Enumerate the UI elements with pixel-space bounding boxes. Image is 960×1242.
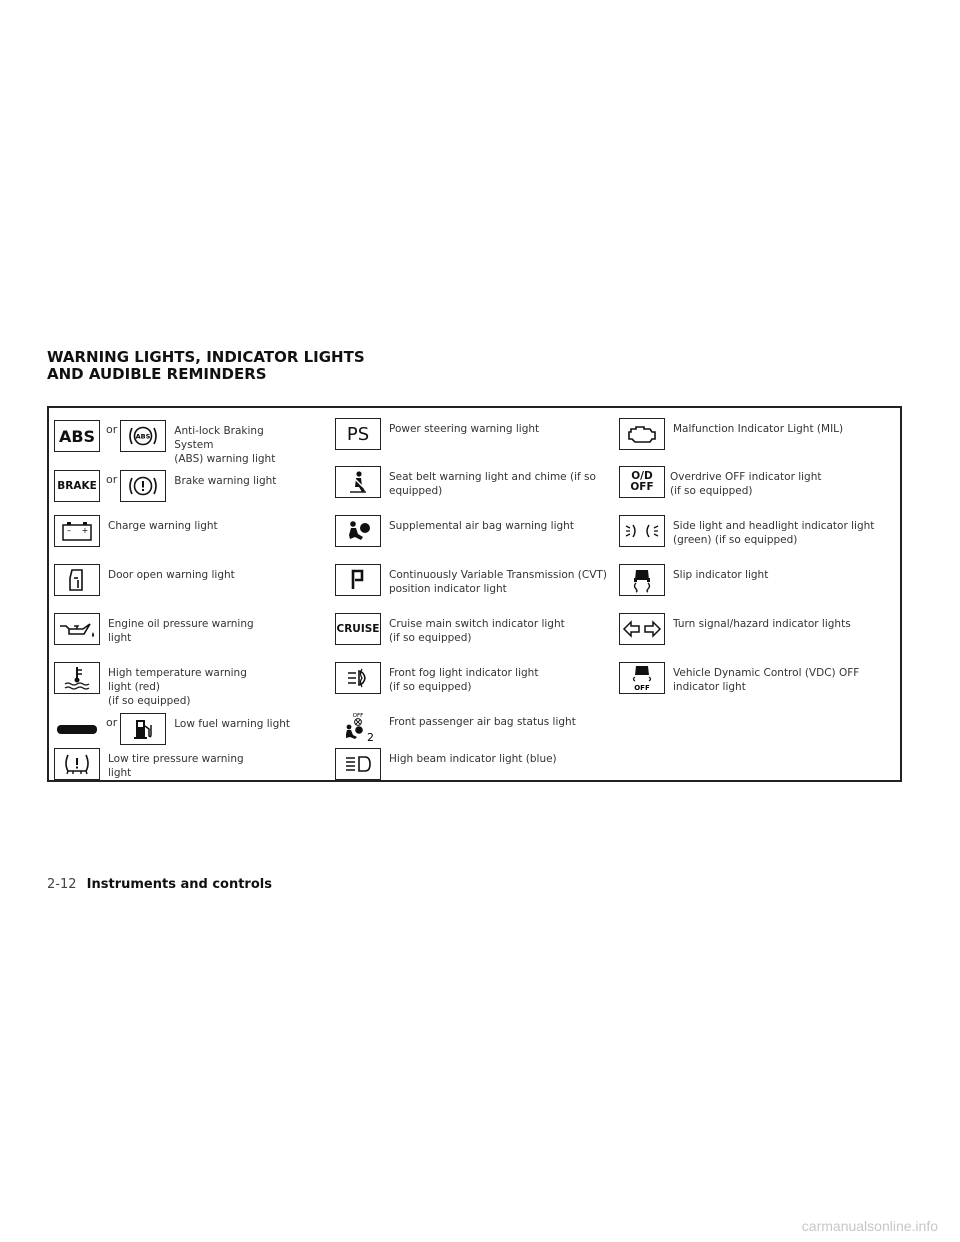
entry-abs xyxy=(54,420,304,466)
side-head-label: Side light and headlight indicator light (green) (if so equipped) xyxy=(673,520,875,546)
svg-text:–: – xyxy=(67,526,71,535)
door-label: Door open warning light xyxy=(108,569,235,581)
entry-airbag xyxy=(335,515,609,547)
entry-cvt xyxy=(335,564,609,596)
coolant-temp-icon xyxy=(54,662,100,694)
entry-ps xyxy=(335,418,609,450)
brake-icon: BRAKE xyxy=(54,470,100,502)
entry-tire xyxy=(54,748,268,780)
abs-icon: ABS xyxy=(54,420,100,452)
tire-pressure-icon xyxy=(54,748,100,780)
entry-od-off xyxy=(619,466,890,498)
entry-oil xyxy=(54,613,268,645)
entry-vdc xyxy=(619,662,893,694)
airbag-label: Supplemental air bag warning light xyxy=(389,520,574,532)
svg-text:2: 2 xyxy=(367,731,374,743)
section-title-line2: AND AUDIBLE REMINDERS xyxy=(47,365,267,383)
charge-label: Charge warning light xyxy=(108,520,218,532)
vdc-label: Vehicle Dynamic Control (VDC) OFF indicator light xyxy=(673,667,860,693)
door-open-icon xyxy=(54,564,100,596)
brake-circle-icon xyxy=(120,470,166,502)
power-steering-icon: PS xyxy=(335,418,381,450)
side-light-headlight-icon xyxy=(619,515,665,547)
seatbelt-label: Seat belt warning light and chime (if so equipped) xyxy=(389,471,596,497)
passenger-airbag-label: Front passenger air bag status light xyxy=(389,716,576,728)
front-fog-icon xyxy=(335,662,381,694)
warning-lights-legend xyxy=(47,406,902,782)
fuel-label: Low fuel warning light xyxy=(174,718,291,730)
low-fuel-bar-icon xyxy=(54,713,100,745)
mil-label: Malfunction Indicator Light (MIL) xyxy=(673,423,844,435)
entry-charge xyxy=(54,515,268,547)
abs-label: Anti-lock Braking System (ABS) warning light xyxy=(174,425,276,465)
cvt-label: Continuously Variable Transmission (CVT) position indicator light xyxy=(389,569,607,595)
entry-slip xyxy=(619,564,893,596)
engine-check-icon xyxy=(619,418,665,450)
entry-highbeam xyxy=(335,748,609,780)
or-text: or xyxy=(106,473,118,486)
entry-turn xyxy=(619,613,893,645)
vdc-off-icon xyxy=(619,662,665,694)
or-text: or xyxy=(106,716,118,729)
abs-circle-icon xyxy=(120,420,166,452)
entry-seatbelt xyxy=(335,466,604,498)
entry-hightemp xyxy=(54,662,268,708)
watermark: carmanualsonline.info xyxy=(801,1218,938,1234)
oil-label: Engine oil pressure warning light xyxy=(108,618,254,644)
passenger-airbag-status-icon xyxy=(335,711,381,743)
svg-text:ABS: ABS xyxy=(135,432,151,441)
fuel-pump-icon xyxy=(120,713,166,745)
entry-fuel xyxy=(54,713,304,745)
battery-icon xyxy=(54,515,100,547)
od-off-label: Overdrive OFF indicator light (if so equipped) xyxy=(670,471,822,497)
highbeam-label: High beam indicator light (blue) xyxy=(389,753,557,765)
entry-passenger-airbag xyxy=(335,711,609,743)
cruise-label: Cruise main switch indicator light (if so equipped) xyxy=(389,618,565,644)
page-number: 2-12 xyxy=(47,877,77,892)
slip-label: Slip indicator light xyxy=(673,569,769,581)
seatbelt-icon xyxy=(335,466,381,498)
cruise-icon: CRUISE xyxy=(335,613,381,645)
ps-label: Power steering warning light xyxy=(389,423,540,435)
fog-label: Front fog light indicator light (if so equipped) xyxy=(389,667,539,693)
slip-icon xyxy=(619,564,665,596)
chapter-title: Instruments and controls xyxy=(86,877,272,892)
or-text: or xyxy=(106,423,118,436)
brake-label: Brake warning light xyxy=(174,475,277,487)
entry-cruise xyxy=(335,613,609,645)
turn-signal-icon xyxy=(619,613,665,645)
svg-text:+: + xyxy=(81,526,89,535)
hightemp-label: High temperature warning light (red) (if so equipped) xyxy=(108,667,247,707)
entry-door xyxy=(54,564,268,596)
entry-side-head xyxy=(619,515,893,547)
page-footer xyxy=(47,877,272,892)
entry-fog xyxy=(335,662,609,694)
section-title-line1: WARNING LIGHTS, INDICATOR LIGHTS xyxy=(47,348,365,366)
turn-label: Turn signal/hazard indicator lights xyxy=(673,618,851,630)
high-beam-icon xyxy=(335,748,381,780)
entry-brake xyxy=(54,470,304,502)
airbag-icon xyxy=(335,515,381,547)
cvt-position-icon xyxy=(335,564,381,596)
tire-label: Low tire pressure warning light xyxy=(108,753,244,779)
entry-mil xyxy=(619,418,893,450)
section-title xyxy=(47,349,365,383)
od-off-icon: O/D OFF xyxy=(619,466,665,498)
oil-can-icon xyxy=(54,613,100,645)
svg-text:OFF: OFF xyxy=(352,713,364,719)
svg-text:OFF: OFF xyxy=(634,684,650,692)
